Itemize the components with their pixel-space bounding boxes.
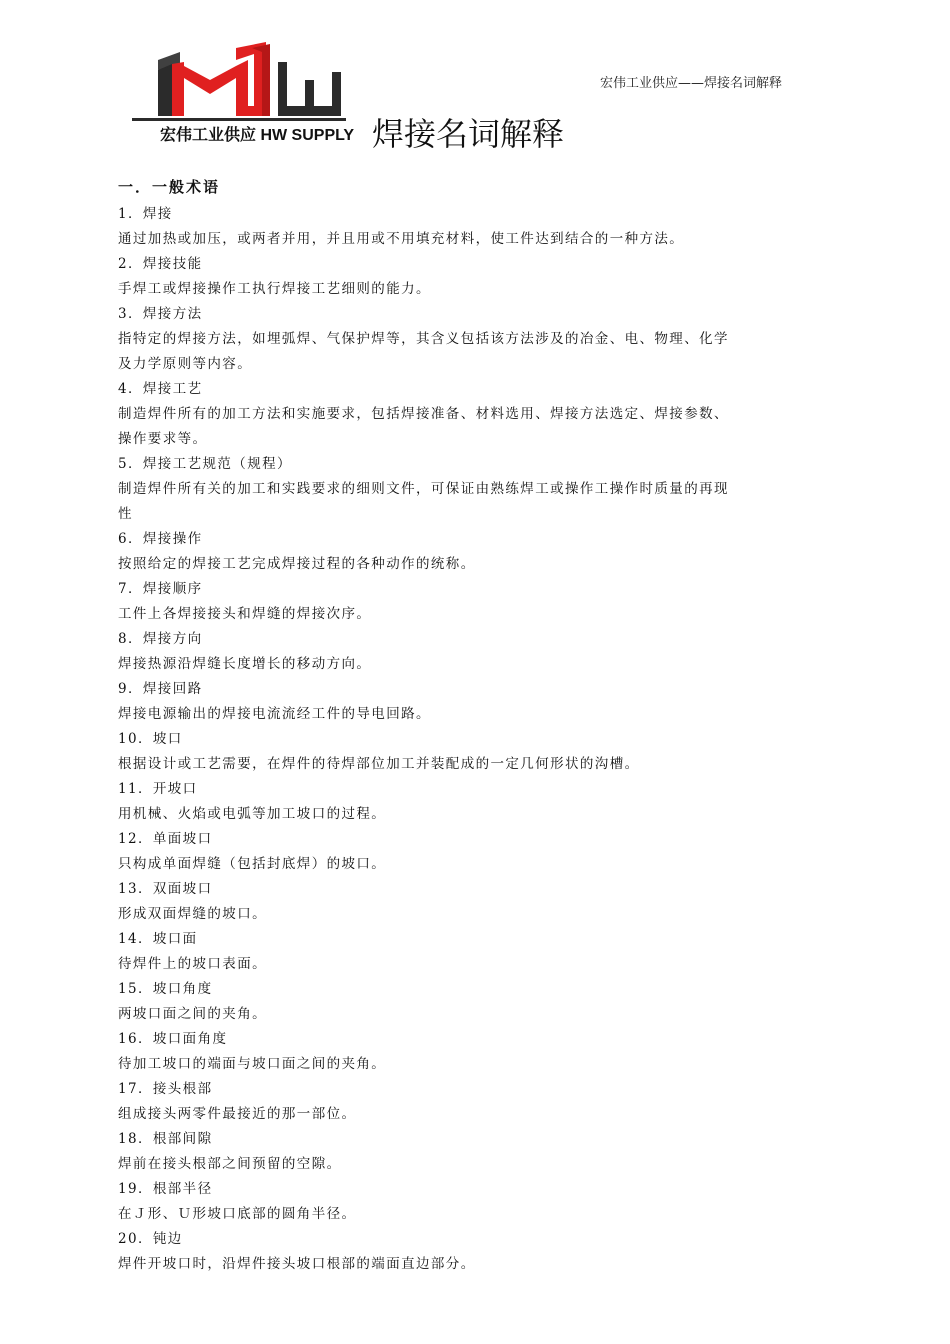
term-entry xyxy=(118,677,838,727)
term-definition-line: 待焊件上的坡口表面。 xyxy=(118,956,267,972)
term-definition-line: 待加工坡口的端面与坡口面之间的夹角。 xyxy=(118,1056,387,1072)
term-definition-line: 指特定的焊接方法，如埋弧焊、气保护焊等，其含义包括该方法涉及的冶金、电、物理、化学 xyxy=(118,331,729,347)
logo-text: 宏伟工业供应 HW SUPPLY xyxy=(160,127,355,144)
running-header: 宏伟工业供应——焊接名词解释 xyxy=(600,76,783,91)
term-definition-line: 两坡口面之间的夹角。 xyxy=(118,1006,267,1022)
term-definition-line: 组成接头两零件最接近的那一部位。 xyxy=(118,1106,357,1122)
company-logo xyxy=(122,38,372,150)
term-title: 16．坡口面角度 xyxy=(118,1031,228,1047)
term-definition-line: 操作要求等。 xyxy=(118,431,208,447)
term-title: 6．焊接操作 xyxy=(118,531,203,547)
term-entry xyxy=(118,527,838,577)
terms-list xyxy=(118,202,838,1277)
term-entry xyxy=(118,1227,838,1277)
term-entry xyxy=(118,1027,838,1077)
term-definition-line: 通过加热或加压，或两者并用，并且用或不用填充材料，使工件达到结合的一种方法。 xyxy=(118,231,685,247)
term-title: 13．双面坡口 xyxy=(118,881,213,897)
term-entry xyxy=(118,1177,838,1227)
term-definition-line: 形成双面焊缝的坡口。 xyxy=(118,906,267,922)
term-definition-line: 手焊工或焊接操作工执行焊接工艺细则的能力。 xyxy=(118,281,431,297)
term-definition-line: 性 xyxy=(118,506,133,522)
term-definition-line: 焊件开坡口时，沿焊件接头坡口根部的端面直边部分。 xyxy=(118,1256,476,1272)
term-entry xyxy=(118,577,838,627)
term-title: 7．焊接顺序 xyxy=(118,581,203,597)
term-entry xyxy=(118,927,838,977)
term-entry xyxy=(118,727,838,777)
term-definition-line: 只构成单面焊缝（包括封底焊）的坡口。 xyxy=(118,856,387,872)
term-definition-line: 焊接电源输出的焊接电流流经工件的导电回路。 xyxy=(118,706,431,722)
term-entry xyxy=(118,627,838,677)
term-entry xyxy=(118,827,838,877)
term-definition-line: 制造焊件所有的加工方法和实施要求，包括焊接准备、材料选用、焊接方法选定、焊接参数、 xyxy=(118,406,729,422)
term-title: 12．单面坡口 xyxy=(118,831,213,847)
term-entry xyxy=(118,977,838,1027)
term-title: 8．焊接方向 xyxy=(118,631,203,647)
term-entry xyxy=(118,877,838,927)
term-title: 9．焊接回路 xyxy=(118,681,203,697)
term-definition-line: 在Ｊ形、Ｕ形坡口底部的圆角半径。 xyxy=(118,1206,357,1222)
section-heading: 一．一般术语 xyxy=(118,178,221,196)
term-definition-line: 按照给定的焊接工艺完成焊接过程的各种动作的统称。 xyxy=(118,556,476,572)
term-title: 3．焊接方法 xyxy=(118,306,203,322)
term-title: 15．坡口角度 xyxy=(118,981,213,997)
term-title: 10．坡口 xyxy=(118,731,183,747)
term-title: 5．焊接工艺规范（规程） xyxy=(118,456,292,472)
term-definition-line: 焊前在接头根部之间预留的空隙。 xyxy=(118,1156,342,1172)
term-entry xyxy=(118,252,838,302)
term-title: 4．焊接工艺 xyxy=(118,381,203,397)
term-title: 1．焊接 xyxy=(118,206,173,222)
term-title: 2．焊接技能 xyxy=(118,256,203,272)
term-entry xyxy=(118,777,838,827)
term-title: 18．根部间隙 xyxy=(118,1131,213,1147)
term-entry xyxy=(118,202,838,252)
term-entry xyxy=(118,452,838,527)
term-definition-line: 制造焊件所有关的加工和实践要求的细则文件，可保证由熟练焊工或操作工操作时质量的再现 xyxy=(118,481,729,497)
document-title: 焊接名词解释 xyxy=(372,115,565,153)
term-entry xyxy=(118,302,838,377)
term-title: 11．开坡口 xyxy=(118,781,198,797)
term-title: 20．钝边 xyxy=(118,1231,183,1247)
term-title: 14．坡口面 xyxy=(118,931,198,947)
term-entry xyxy=(118,1127,838,1177)
term-definition-line: 焊接热源沿焊缝长度增长的移动方向。 xyxy=(118,656,372,672)
term-definition-line: 根据设计或工艺需要，在焊件的待焊部位加工并装配成的一定几何形状的沟槽。 xyxy=(118,756,640,772)
term-definition-line: 工件上各焊接接头和焊缝的焊接次序。 xyxy=(118,606,372,622)
term-title: 17．接头根部 xyxy=(118,1081,213,1097)
term-entry xyxy=(118,377,838,452)
term-definition-line: 用机械、火焰或电弧等加工坡口的过程。 xyxy=(118,806,387,822)
term-definition-line: 及力学原则等内容。 xyxy=(118,356,253,372)
term-title: 19．根部半径 xyxy=(118,1181,213,1197)
term-entry xyxy=(118,1077,838,1127)
hw-supply-logo-icon xyxy=(122,38,372,150)
